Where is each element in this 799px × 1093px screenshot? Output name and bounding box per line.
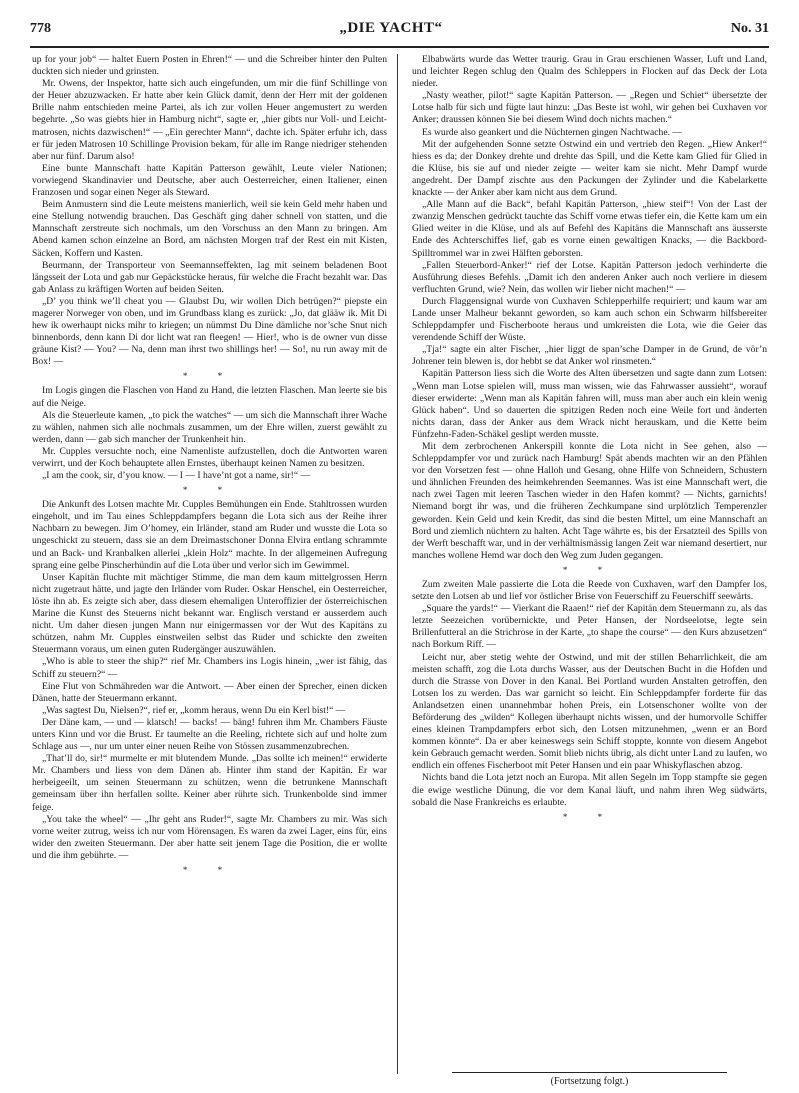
paragraph: Mr. Owens, der Inspektor, hatte sich auch eingefunden, um mir die fünf Schillinge von der Heuer abzuzwacken. Er hatte aber kein Glück damit, denn der Herr mit der goldenen Brille nahm entschieden meine Partei, als ich zur vollen Heuer angemustert zu werden begehrte. „So was giebts hier in Hamburg nicht“, sagte er, „hier gibts nur Voll- und Leicht-matrosen, nichts dazwischen!“ — „Ein gerechter Mann“, dachte ich. Später erfuhr ich, dass er für jeden Matrosen 10 Schillinge Provision bekam, für alle im Range niedriger stehenden aber nur fünf. Darum also! <box>32 78 387 162</box>
column-divider <box>397 54 398 1074</box>
section-break-stars: * * <box>562 811 617 822</box>
paragraph: Durch Flaggensignal wurde von Cuxhaven Schlepperhilfe requiriert; und kaum war am Lande unser Malheur bekannt geworden, so kam auch schon ein Schwarm hilfsbereiter Schleppdampfer und Fischerboote heraus und umkreisten die Lota, wie die Geier das verendende Schiff der Wüste. <box>412 295 767 344</box>
paragraph: Eine Flut von Schmähreden war die Antwort. — Aber einen der Sprecher, einen dicken Dänen, hatte der Steuermann erkannt. <box>32 680 387 704</box>
paragraph: Kapitän Patterson liess sich die Worte des Alten übersetzen und sagte dann zum Lotsen: „Wenn man Lotse spielen will, muss man wissen, wie das Fahrwasser aussieht“, worauf dieser erwiderte: „Wenn man als Kapitän fahren will, muss man aber auch ein klein wenig Glück haben“. Und so dauerten die spitzigen Reden noch eine Weile fort und änderten nichts daran, dass der Anker aus dem Wrack nicht herauskam, und die Kette beim Fünfzehn-Faden-Schäkel geslipt werden musste. <box>412 368 767 440</box>
paragraph: Elbabwärts wurde das Wetter traurig. Grau in Grau erschienen Wasser, Luft und Land, und leichter Regen schlug den Qualm des Schleppers in Flocken auf das Deck der Lota nieder. <box>412 54 767 90</box>
paragraph: Der Däne kam, — und — klatsch! — backs! — bäng! fuhren ihm Mr. Chambers Fäuste unters Kinn und vor die Brust. Er taumelte an die Reeling, richtete sich auf und holte zum Schlage aus —, nur um unter einer neuen Reihe von Stössen zusammenzubrechen. <box>32 716 387 753</box>
paragraph: Im Logis gingen die Flaschen von Hand zu Hand, die letzten Flaschen. Man leerte sie bis auf die Neige. <box>32 385 387 409</box>
paragraph: Mit der aufgehenden Sonne setzte Ostwind ein und vertrieb den Regen. „Hiew Anker!“ hiess es da; der Donkey drehte und drehte das Spill, und die Kette kam Glied für Glied in die Klüse, bis sie auf und nieder zeigte — weiter kam sie nicht. Mehr Dampf wurde angedreht. Der Dampf zischte aus den Packungen der Zylinder und die Kabelarkette knackte — der Anker aber kam nicht aus dem Grund. <box>412 138 767 199</box>
paragraph: Zum zweiten Male passierte die Lota die Reede von Cuxhaven, warf den Dampfer los, setzte den Lotsen ab und lief vor östlicher Brise von Feuerschiff zu Feuerschiff seewärts. <box>412 578 767 603</box>
paragraph: „That’ll do, sir!“ murmelte er mit blutendem Munde. „Das sollte ich meinen!“ erwiderte Mr. Chambers und liess von dem Dänen ab. Hinter ihm stand der Kapitän. Er war herbeigeeilt, um seinen Steuermann zu schützen, wenn die betrunkene Mannschaft gemeinsam über ihn herfallen sollte. Keiner aber rührte sich. Trunkenbolde sind immer feige. <box>32 753 387 813</box>
paragraph: „Was sagtest Du, Nielsen?“, rief er, „komm heraus, wenn Du ein Kerl bist!“ — <box>42 704 346 716</box>
paragraph: Nichts band die Lota jetzt noch an Europa. Mit allen Segeln im Topp stampfte sie gegen die ewige westliche Dünung, die vor dem Kanal läuft, und nahm ihren Weg südwärts, sobald die Nase Frankreichs es erlaubte. <box>412 772 767 808</box>
page-number: 778 <box>30 21 51 36</box>
continuation-text: (Fortsetzung folgt.) <box>550 1076 629 1087</box>
section-break-stars: * * <box>182 485 237 496</box>
paragraph: „Alle Mann auf die Back“, befahl Kapitän Patterson, „hiew steif“! Von der Last der zwanzig Menschen gedrückt tauchte das Schiff vorne etwas tiefer ein, die Kette kam um ein Glied weiter in die Klüse, und als auf Befehl des Kapitäns die Mannschaft ans äusserste Ende des Achterschiffes lief, gab es vorne einen gewaltigen Knacks, — die Backbord-Spilltrommel war in zwei Hälften geborsten. <box>412 199 767 259</box>
section-break-stars: * * <box>182 865 237 875</box>
paragraph: „You take the wheel“ — „Ihr geht ans Ruder!“, sagte Mr. Chambers zu mir. Was sich vorne weiter zutrug, weiss ich nur vom Hörensagen. Es waren da zwei Lager, eins für, eins wider den zweiten Steuermann. Der aber hatte seit jenem Tage die Position, die er wollte und die ihm gebührte. — <box>32 813 387 861</box>
section-break-stars: * * <box>562 564 617 575</box>
paragraph: Die Ankunft des Lotsen machte Mr. Cupples Bemühungen ein Ende. Stahltrossen wurden eingeholt, und im Tau eines Schleppdampfers begann die Lota sich aus der Reihe ihrer Nachbarn zu bewegen. Jim O’homey, ein Irländer, stand am Ruder und wusste die Lota so ungeschickt zu steuern, dass sie an dem Dreimastschoner Donna Elvira entlang schrammte und an Back- und Kranbalken allerlei „klein Holz“ machte. In der allgemeinen Aufregung sprang eine gelbe Pinscherhündin auf die Lota über und verlor sich im Gewimmel. <box>32 499 387 571</box>
page-header <box>30 20 769 44</box>
paragraph: „D’ you think we’ll cheat you — Glaubst Du, wir wollen Dich betrügen?“ piepste ein magerer Norweger von oben, und im Grundbass klang es zurück: „Jo, dat glääw ik. Mit Di hew ik owerhaupt nicks mihr to kriegen; un nümmst Du Dine dämliche nor’sche Snut nich binnenbords, denn kann Di dor licht wat ran fleegen! — Hier!, who is de owner vun disse gräune Kist? — You? — Na, denn man ihrst two shillings her! — So!, nu run away mit de Box! — <box>32 295 387 368</box>
paragraph: „Tja!“ sagte ein alter Fischer, „hier liggt de span’sche Damper in de Grund, de vör’n Johrener tein blewen is, dor hebbt se dat Anker wol rinsmeten.“ <box>412 344 767 368</box>
paragraph: Als die Steuerleute kamen, „to pick the watches“ — um sich die Mannschaft ihrer Wache zu wählen, nahmen sich alle nochmals zusammen, um der Ehre willen, zuerst gewählt zu werden, dann — gab sich mancher der Trunkenheit hin. <box>32 409 387 445</box>
magazine-title: „DIE YACHT“ <box>339 20 443 36</box>
paragraph: „I am the cook, sir, d’you know. — I — I have’nt got a name, sir!“ — <box>42 470 311 482</box>
paragraph: Beurmann, der Transporteur von Seemannseffekten, lag mit seinem beladenen Boot längsseit der Lota und gab nur Gepäckstücke heraus, für welche die Fracht bezahlt war. Das gab Anlass zu kräftigen Worten auf beiden Seiten. <box>32 259 387 295</box>
paragraph: Unser Kapitän fluchte mit mächtiger Stimme, die man dem kaum mittelgrossen Herrn nicht zugetraut hätte, und jagte den Irländer vom Ruder. Oskar Henschel, ein Oesterreicher, löste ihn ab. Es zeigte sich aber, dass diesem ehemaligen Unteroffizier der österreichischen Marine die Kunst des Steuerns nicht bekannt war. Englisch verstand er ausserdem auch nicht. Um daher diesen jungen Mann nur einigermassen vor der Wut des Kapitäns zu schützen, nahm Mr. Cupples einstweilen selbst das Ruder und schickte den zweiten Steuermann voraus, um einen guten Rudergänger auszuwählen. <box>32 571 387 656</box>
left-column <box>32 54 387 1074</box>
paragraph: „Fallen Steuerbord-Anker!“ rief der Lotse. Kapitän Patterson jedoch verhinderte die Ausführung dieses Befehls. „Damit ich den anderen Anker auch noch verliere in diesem verfluchten Grund, wie? Nein, das wollen wir lieber nicht machen!“ — <box>412 259 767 295</box>
paragraph: „Nasty weather, pilot!“ sagte Kapitän Patterson. — „Regen und Schiet“ übersetzte der Lotse halb für sich und fügte laut hinzu: „Das Beste ist wohl, wir gehen bei Cuxhaven vor Anker; draussen können Sie bei diesem Wind doch nichts machen.“ <box>412 90 767 126</box>
paragraph: Mr. Cupples versuchte noch, eine Namenliste aufzustellen, doch die Antworten waren verwirrt, und der Koch behauptete allen Ernstes, überhaupt keinen Namen zu besitzen. <box>32 445 387 469</box>
paragraph: Eine bunte Mannschaft hatte Kapitän Patterson gewählt, Leute vieler Nationen; vorwiegend Skandinavier und Deutsche, aber auch Oesterreicher, einen Italiener, einen Franzosen und sogar einen Neger als Steward. <box>32 162 387 199</box>
right-column <box>412 54 767 1074</box>
paragraph: „Who is able to steer the ship?“ rief Mr. Chambers ins Logis hinein, „wer ist fähig, das Schiff zu steuern?“ — <box>32 656 387 680</box>
header-rule <box>30 46 769 48</box>
paragraph: „Square the yards!“ — Vierkant die Raaen!“ rief der Kapitän dem Steuermann zu, als das letzte Seezeichen vorübernickte, und Peter Hansen, der Nordseelotse, legte sein Brillenfutteral an die Strichrose in der Karte, „to shape the course“ — den Kurs abzusetzen“ nach Borkum Riff. — <box>412 603 767 651</box>
paragraph: Beim Anmustern sind die Leute meistens manierlich, weil sie kein Geld mehr haben und eine Stellung notwendig brauchen. Das Geschäft ging daher schnell von statten, und die Mannschaft zerstreute sich nochmals, um den Vorschuss an den Mann zu bringen. Am Abend kamen schon einzelne an Bord, am nächsten Morgen traf der Rest ein mit Kisten, Säcken, Koffern und Kasten. <box>32 199 387 259</box>
section-break-stars: * * <box>182 371 237 382</box>
paragraph: Mit dem zerbrochenen Ankerspill konnte die Lota nicht in See gehen, also — Schleppdampfer vor und zurück nach Hamburg! Spät abends machten wir an den Pfählen vor den Vorsetzen fest — ohne Halloh und Gesang, ohne Hilfe von Schneidern, Schustern und ähnlichen Freunden des heimkehrenden Seemannes. Was ist eine Mannschaft wert, die nach zwei Tagen mit leeren Taschen wieder in den Hafen kommt? — Nichts, garnichts! Niemand borgt ihr was, und die früheren Zechkumpane sind urplötzlich Temperenzler geworden. Kein Geld und kein Kredit, das sind die besten Mittel, um eine Mannschaft an Bord und ziemlich nüchtern zu halten. Acht Tage währte es, bis der Ersatzteil des Spills von der Werft beschafft war, und in der verhältnismässig langen Zeit war niemand desertiert, nur manches wollene Hemd war doch den Weg zum Juden gegangen. <box>412 441 767 561</box>
footer-rule <box>452 1072 727 1073</box>
paragraph: Es wurde also geankert und die Nüchternen gingen Nachtwache. — <box>422 126 683 138</box>
continuation-note <box>412 1072 767 1087</box>
paragraph: Leicht nur, aber stetig wehte der Ostwind, und mit der stillen Beharrlichkeit, die am meisten schafft, zog die Lota durchs Wasser, aus der Deutschen Bucht in die Hofden und durch die Strasse von Dover in den Kanal. Bei Portland wurden Anstalten getroffen, den Lotsen los zu werden. Das war garnicht so leicht. Ein Schleppdampfer forderte für das Anlandsetzen einen unannehmbar hohen Preis, ein Lotsenschoner wollte von der Beförderung des „wilden“ Kollegen überhaupt nichts wissen, und der humorvolle Schiffer eines kleinen Trampdampfers erbot sich, den Lotsen mitzunehmen, „wenn er an Bord kommen könnte“. Da er aber keineswegs sein Schiff stoppte, konnte von diesem Angebot kein Gebrauch gemacht werden. Somit blieb nichts übrig, als dicht unter Land zu laufen, wo endlich ein offenes Fischerboot mit Peter Hansen und ein paar Whiskyflaschen abzog. <box>412 651 767 772</box>
paragraph: up for your job“ — haltet Euern Posten in Ehren!“ — und die Schreiber hinter den Pulten duckten sich nieder und grinsten. <box>32 54 387 78</box>
issue-number: No. 31 <box>730 21 769 36</box>
